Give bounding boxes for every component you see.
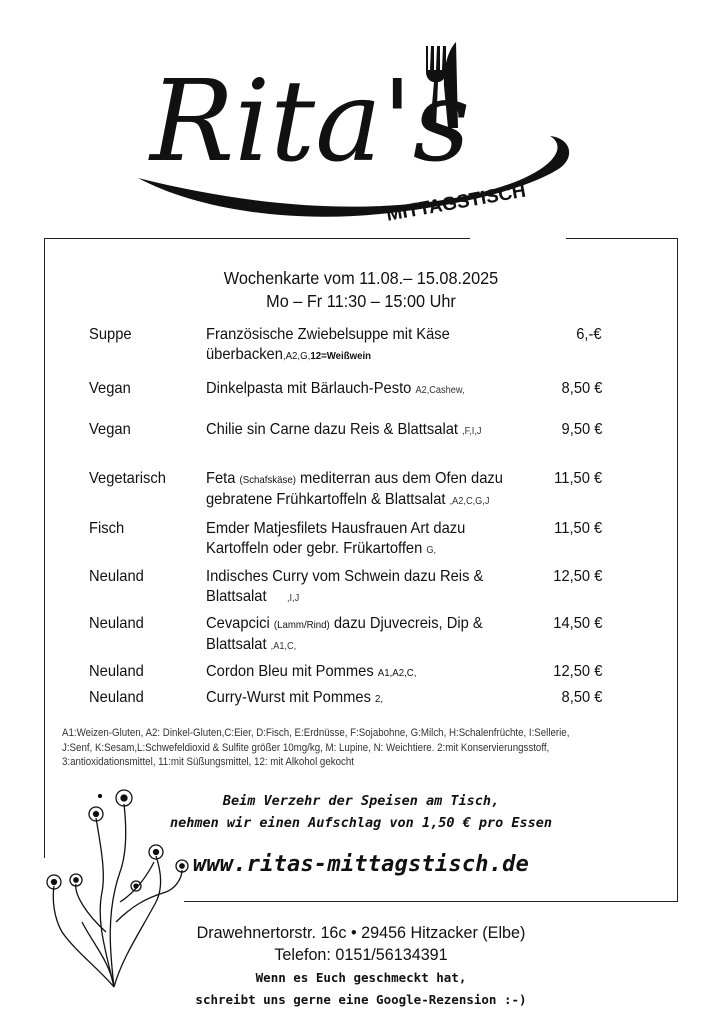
menu-price: 11,50 € [553, 520, 602, 537]
menu-price: 8,50 € [561, 689, 602, 706]
menu-dish: Emder Matjesfilets Hausfrauen Art dazu Kartoffeln oder gebr. Frükartoffen G, [206, 520, 466, 557]
address: Drawehnertorstr. 16c • 29456 Hitzacker (Elbe) [196, 923, 526, 942]
menu-dish: Indisches Curry vom Schwein dazu Reis & Blattsalat ,I,J [206, 568, 484, 605]
menu-dish: Französische Zwiebelsuppe mit Käse überbacken,A2,G,12=Weißwein [206, 326, 450, 363]
menu-price: 14,50 € [552, 615, 602, 632]
surcharge-notice: Beim Verzehr der Speisen am Tisch, nehmen wir einen Aufschlag von 1,50 € pro Essen [169, 793, 552, 831]
ritas-logo [130, 28, 590, 240]
menu-dish: Cordon Bleu mit Pommes A1,A2,C, [206, 663, 417, 680]
logo-subtitle: MITTAGSTISCH [384, 180, 528, 226]
website-link[interactable]: www.ritas-mittagstisch.de [192, 852, 530, 877]
allergen-legend: A1:Weizen-Gluten, A2: Dinkel-Gluten,C:Eier, D:Fisch, E:Erdnüsse, F:Sojabohne, G:Milch, H:Schalenfrüchte, I:Sellerie, J:Senf, K:Sesam,L:Schwefeldioxid & Sulfite größer 10mg/kg, M: Lupine, N: Weichtiere. 2:mit Konservierungsstoff, 3:antioxidationsmittel, 11:mit Süßungsmittel, 12: mit Alkohol gekocht [62, 727, 570, 768]
menu-dish: Chilie sin Carne dazu Reis & Blattsalat ,F,I,J [206, 421, 482, 438]
menu-price: 9,50 € [561, 421, 602, 438]
menu-category: Vegetarisch [89, 470, 166, 487]
menu-dish: Feta (Schafskäse) mediterran aus dem Ofen dazu gebratene Frühkartoffeln & Blattsalat ,A2,C,G,J [206, 470, 503, 508]
week-title: Wochenkarte vom 11.08.– 15.08.2025 [223, 268, 499, 288]
menu-category: Suppe [89, 326, 132, 343]
menu-category: Neuland [89, 615, 144, 632]
review-request: Wenn es Euch geschmeckt hat, schreibt uns gerne eine Google-Rezension :-) [195, 970, 527, 1007]
phone-number: Telefon: 0151/56134391 [274, 945, 448, 964]
menu-price: 12,50 € [552, 663, 602, 680]
logo-graphic [130, 28, 590, 240]
menu-category: Neuland [89, 689, 144, 706]
menu-price: 6,-€ [576, 326, 602, 343]
menu-price: 8,50 € [561, 380, 602, 397]
menu-category: Neuland [89, 568, 144, 585]
menu-category: Neuland [89, 663, 144, 680]
menu-dish: Curry-Wurst mit Pommes 2, [206, 689, 384, 706]
logo-script-text: Rita's [150, 57, 471, 187]
menu-category: Fisch [89, 520, 125, 537]
menu-price: 12,50 € [552, 568, 602, 585]
menu-category: Vegan [89, 380, 131, 397]
opening-hours: Mo – Fr 11:30 – 15:00 Uhr [266, 291, 456, 311]
menu-price: 11,50 € [553, 470, 602, 487]
menu-category: Vegan [89, 421, 131, 438]
menu-dish: Dinkelpasta mit Bärlauch-Pesto A2,Cashew, [206, 380, 465, 397]
menu-dish: Cevapcici (Lamm/Rind) dazu Djuvecreis, Dip & Blattsalat ,A1,C, [206, 615, 483, 653]
